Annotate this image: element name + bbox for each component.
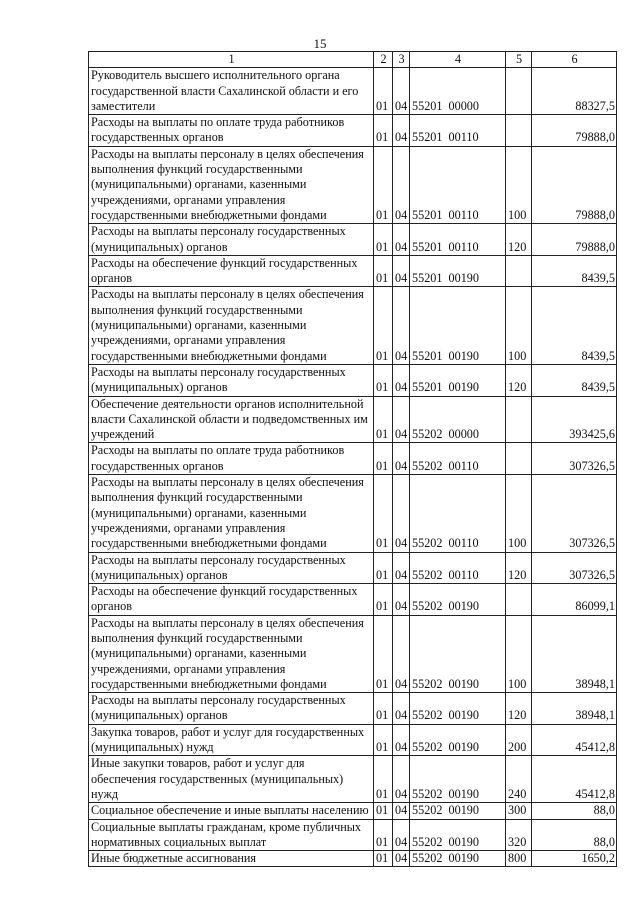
expense-type-code: 100 <box>506 475 532 552</box>
target-article-code: 55202 00190 <box>410 803 506 819</box>
column-header: 3 <box>393 52 410 68</box>
expense-name: Расходы на выплаты персоналу в целях обеспечения выполнения функций государственными (муниципальными) органами, казенными учреждениями, органами управления государственными внебюджетными фондами <box>89 287 374 364</box>
section-code: 01 <box>374 851 393 867</box>
table-header-row <box>89 52 617 68</box>
amount: 38948,1 <box>532 693 617 725</box>
target-article-code: 55201 00110 <box>410 115 506 147</box>
table-row <box>89 364 617 396</box>
table-row <box>89 475 617 552</box>
subsection-code: 04 <box>393 396 410 443</box>
table-row <box>89 68 617 115</box>
target-article-code: 55202 00110 <box>410 443 506 475</box>
table-row <box>89 756 617 803</box>
amount: 88,0 <box>532 819 617 851</box>
expense-name: Расходы на выплаты персоналу в целях обеспечения выполнения функций государственными (муниципальными) органами, казенными учреждениями, органами управления государственными внебюджетными фондами <box>89 475 374 552</box>
expense-type-code: 100 <box>506 287 532 364</box>
target-article-code: 55202 00190 <box>410 693 506 725</box>
section-code: 01 <box>374 475 393 552</box>
section-code: 01 <box>374 364 393 396</box>
expense-name: Социальное обеспечение и иные выплаты населению <box>89 803 374 819</box>
amount: 79888,0 <box>532 224 617 256</box>
subsection-code: 04 <box>393 803 410 819</box>
section-code: 01 <box>374 756 393 803</box>
target-article-code: 55201 00190 <box>410 364 506 396</box>
expense-name: Расходы на обеспечение функций государственных органов <box>89 255 374 287</box>
column-header: 4 <box>410 52 506 68</box>
table-row <box>89 693 617 725</box>
amount: 307326,5 <box>532 443 617 475</box>
amount: 86099,1 <box>532 584 617 616</box>
subsection-code: 04 <box>393 552 410 584</box>
expense-type-code: 120 <box>506 552 532 584</box>
amount: 8439,5 <box>532 364 617 396</box>
target-article-code: 55202 00110 <box>410 552 506 584</box>
subsection-code: 04 <box>393 255 410 287</box>
subsection-code: 04 <box>393 146 410 223</box>
amount: 393425,6 <box>532 396 617 443</box>
table-row <box>89 819 617 851</box>
target-article-code: 55201 00110 <box>410 224 506 256</box>
column-header: 6 <box>532 52 617 68</box>
expense-type-code <box>506 115 532 147</box>
table-row <box>89 443 617 475</box>
target-article-code: 55201 00110 <box>410 146 506 223</box>
table-row <box>89 146 617 223</box>
section-code: 01 <box>374 693 393 725</box>
section-code: 01 <box>374 615 393 692</box>
target-article-code: 55202 00110 <box>410 475 506 552</box>
subsection-code: 04 <box>393 819 410 851</box>
target-article-code: 55202 00190 <box>410 724 506 756</box>
expense-type-code <box>506 584 532 616</box>
target-article-code: 55202 00190 <box>410 756 506 803</box>
expense-type-code: 120 <box>506 693 532 725</box>
expense-type-code <box>506 396 532 443</box>
target-article-code: 55202 00190 <box>410 819 506 851</box>
amount: 307326,5 <box>532 475 617 552</box>
column-header: 1 <box>89 52 374 68</box>
expense-type-code: 300 <box>506 803 532 819</box>
section-code: 01 <box>374 552 393 584</box>
target-article-code: 55202 00190 <box>410 851 506 867</box>
expense-name: Расходы на выплаты персоналу государственных (муниципальных) органов <box>89 224 374 256</box>
subsection-code: 04 <box>393 693 410 725</box>
subsection-code: 04 <box>393 851 410 867</box>
section-code: 01 <box>374 68 393 115</box>
target-article-code: 55201 00000 <box>410 68 506 115</box>
table-row <box>89 396 617 443</box>
expense-type-code: 240 <box>506 756 532 803</box>
target-article-code: 55202 00190 <box>410 584 506 616</box>
expense-name: Иные бюджетные ассигнования <box>89 851 374 867</box>
page-number: 15 <box>313 36 327 51</box>
amount: 1650,2 <box>532 851 617 867</box>
section-code: 01 <box>374 819 393 851</box>
section-code: 01 <box>374 255 393 287</box>
expense-name: Расходы на выплаты персоналу в целях обеспечения выполнения функций государственными (муниципальными) органами, казенными учреждениями, органами управления государственными внебюджетными фондами <box>89 615 374 692</box>
subsection-code: 04 <box>393 615 410 692</box>
table-row <box>89 255 617 287</box>
subsection-code: 04 <box>393 443 410 475</box>
amount: 307326,5 <box>532 552 617 584</box>
expense-type-code: 120 <box>506 224 532 256</box>
section-code: 01 <box>374 584 393 616</box>
subsection-code: 04 <box>393 724 410 756</box>
expense-name: Закупка товаров, работ и услуг для государственных (муниципальных) нужд <box>89 724 374 756</box>
section-code: 01 <box>374 396 393 443</box>
subsection-code: 04 <box>393 287 410 364</box>
subsection-code: 04 <box>393 584 410 616</box>
expense-name: Расходы на выплаты по оплате труда работников государственных органов <box>89 443 374 475</box>
column-header: 5 <box>506 52 532 68</box>
subsection-code: 04 <box>393 364 410 396</box>
amount: 8439,5 <box>532 287 617 364</box>
expense-name: Расходы на выплаты персоналу государственных (муниципальных) органов <box>89 364 374 396</box>
expense-name: Иные закупки товаров, работ и услуг для обеспечения государственных (муниципальных) нужд <box>89 756 374 803</box>
table-row <box>89 724 617 756</box>
table-row <box>89 224 617 256</box>
amount: 45412,8 <box>532 756 617 803</box>
table-row <box>89 851 617 867</box>
table-row <box>89 615 617 692</box>
amount: 45412,8 <box>532 724 617 756</box>
expense-type-code: 100 <box>506 146 532 223</box>
section-code: 01 <box>374 803 393 819</box>
section-code: 01 <box>374 146 393 223</box>
table-row <box>89 552 617 584</box>
section-code: 01 <box>374 724 393 756</box>
subsection-code: 04 <box>393 115 410 147</box>
expense-type-code: 320 <box>506 819 532 851</box>
table-row <box>89 115 617 147</box>
expense-name: Расходы на обеспечение функций государственных органов <box>89 584 374 616</box>
section-code: 01 <box>374 443 393 475</box>
expense-name: Расходы на выплаты персоналу государственных (муниципальных) органов <box>89 693 374 725</box>
subsection-code: 04 <box>393 475 410 552</box>
budget-table <box>88 51 617 867</box>
table-body <box>89 68 617 867</box>
expense-type-code: 120 <box>506 364 532 396</box>
subsection-code: 04 <box>393 756 410 803</box>
table-row <box>89 803 617 819</box>
amount: 38948,1 <box>532 615 617 692</box>
subsection-code: 04 <box>393 68 410 115</box>
expense-type-code: 800 <box>506 851 532 867</box>
amount: 88327,5 <box>532 68 617 115</box>
expense-name: Расходы на выплаты персоналу в целях обеспечения выполнения функций государственными (муниципальными) органами, казенными учреждениями, органами управления государственными внебюджетными фондами <box>89 146 374 223</box>
target-article-code: 55201 00190 <box>410 255 506 287</box>
expense-type-code <box>506 255 532 287</box>
expense-name: Расходы на выплаты по оплате труда работников государственных органов <box>89 115 374 147</box>
amount: 79888,0 <box>532 146 617 223</box>
expense-name: Обеспечение деятельности органов исполнительной власти Сахалинской области и подведомственных им учреждений <box>89 396 374 443</box>
target-article-code: 55201 00190 <box>410 287 506 364</box>
section-code: 01 <box>374 224 393 256</box>
expense-type-code <box>506 68 532 115</box>
column-header: 2 <box>374 52 393 68</box>
expense-name: Социальные выплаты гражданам, кроме публичных нормативных социальных выплат <box>89 819 374 851</box>
amount: 8439,5 <box>532 255 617 287</box>
expense-name: Расходы на выплаты персоналу государственных (муниципальных) органов <box>89 552 374 584</box>
table-row <box>89 584 617 616</box>
section-code: 01 <box>374 115 393 147</box>
expense-name: Руководитель высшего исполнительного органа государственной власти Сахалинской области и его заместители <box>89 68 374 115</box>
target-article-code: 55202 00190 <box>410 615 506 692</box>
section-code: 01 <box>374 287 393 364</box>
amount: 79888,0 <box>532 115 617 147</box>
target-article-code: 55202 00000 <box>410 396 506 443</box>
expense-type-code: 100 <box>506 615 532 692</box>
subsection-code: 04 <box>393 224 410 256</box>
amount: 88,0 <box>532 803 617 819</box>
expense-type-code <box>506 443 532 475</box>
expense-type-code: 200 <box>506 724 532 756</box>
table-row <box>89 287 617 364</box>
